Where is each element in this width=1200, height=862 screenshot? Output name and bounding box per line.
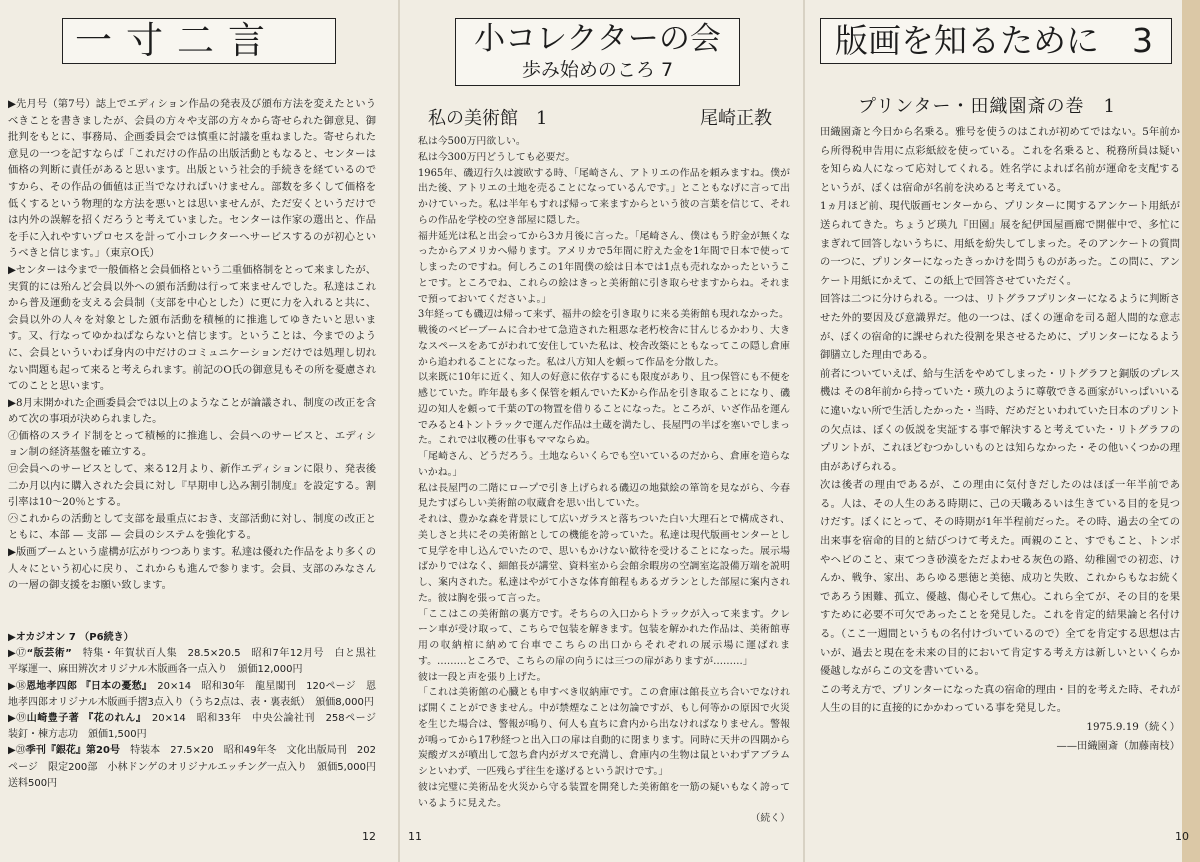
paragraph: 福井延光は私と出会ってから3カ月後に言った。「尾崎さん、僕はもう貯金が無くなったからアメリカへ帰ります。アメリカで5年間に貯えた金を1年間で日本で使ってしまったのですね。何しろこの1年間僕の絵は日本では1点も売れなかったということです。ところでね、これらの絵はきっと美術館に引き取らせますからね。それまで預っておいてくださいよ。」	[418, 230, 790, 305]
article-body	[820, 123, 1180, 755]
paragraph: ▶センターは今まで一般価格と会員価格という二重価格制をとって来ましたが、実質的には殆んど会員以外への頒布活動は行って来ませんでした。私達はこれから普及運動を支える会員制（支部を中心とした）に更に力を入れると共に、会員以外の人々を対象とした頒布活動を積極的に推進してゆきたいと思います。又、行なってゆかねばならないと信じます。ということは、今までのように、会員といういわば身内の中だけのコミュニケーションだけでは処理し切れない問題も起って来ると考えられます。前記のO氏の御意見もその所を憂慮されてのことと思います。	[8, 263, 377, 393]
paragraph: 戦後のベビーブームに合わせて急造された粗悪な老朽校舎に甘んじるかわり、大きなスペースをあてがわれて安住していた私は、校舎改築にともなってこの隠し倉庫から追われることになった。私は八方知人を頼って作品を分散した。	[418, 325, 790, 368]
column-header-title: 一寸二言	[75, 19, 279, 62]
list-title: ▶オカジオン 7 （P6続き）	[8, 632, 134, 643]
page-12	[0, 0, 400, 862]
article-title: プリンター・田織園斎の巻 1	[858, 96, 1117, 117]
article-title: 私の美術館 1	[428, 108, 548, 129]
page-number: 11	[408, 830, 422, 843]
paragraph: ㋑価格のスライド制をとって積極的に推進し、会員へのサービスと、エディション制の経済基盤を確立する。	[8, 429, 376, 459]
occasion-list	[8, 630, 386, 792]
paragraph: それは、豊かな森を背景にして広いガラスと落ちついた白い大理石とで構成され、美しさと共にその美術館としての機能を誇っていた。私達は現代版画センターとして見学を申し込んでいたので、思いもかけない歓待を受けることになった。展示場ばかりではなく、細館長が講堂、資料室から会館余暇房の空調室迄設備万端を説明し、案内された。私達はやがて小さな体育館程もあるガランとした部屋に案内された。彼は胸を張って言った。	[418, 514, 790, 604]
paragraph: ㋩これからの活動として支部を最重点におき、支部活動に対し、制度の改正とともに、本部 — 支部 — 会員のシステムを強化する。	[8, 512, 376, 542]
article-author: 尾崎正教	[700, 108, 772, 129]
paragraph: ㋺会員へのサービスとして、来る12月より、新作エディションに限り、発表後二か月以内に購入された会員に対し『早期申し込み割引制度』を設定する。割引率は10〜20％とする。	[8, 463, 376, 509]
paragraph: この考え方で、プリンターになった真の宿命的理由・目的を考えた時、それが人生の目的に直接的にかかわっている事を発見した。	[820, 683, 1180, 715]
paragraph: 「これは美術館の心臓とも申すべき収納庫です。この倉庫は館長立ち合いでなければ開くことができません。中が禁煙なことは勿論ですが、もし何等かの原因で火災を生じた場合は、警報が鳴り、何人も直ちに倉内から出なければなりません。警報が鳴ってから17秒経つと出入口の扉は自動的に閉まります。同時に天井の四隅から炭酸ガスが噴出して忽ち倉内がガスで充満し、倉庫内の生物は鼠といわずアブラムシといわず、一匹残らず往生を遂げるという訳けです。」	[418, 687, 790, 777]
list-item: ▶⑲山崎豊子著 『花のれん』 20×14 昭和33年 中央公論社刊 258ページ 装釘・棟方志功 頒価1,500円	[8, 713, 386, 741]
paragraph: 彼は一段と声を張り上げた。	[418, 671, 547, 683]
paragraph: ▶版画ブームという虚構が広がりつつあります。私達は優れた作品をより多くの人々にという初心に戻り、これからも進んで参ります。会員、支部のみなさんの一層の御支援をお願い致します。	[8, 546, 376, 592]
date-note: 1975.9.19（続く）	[1086, 721, 1180, 733]
series-subtitle: 歩み始めのころ 7	[521, 59, 674, 81]
paragraph: 「ここはこの美術館の裏方です。そちらの入口からトラックが入って来ます。クレーン車が受け取って、こちらで包装を解きます。包装を解かれた作品は、美術館専用の収納棺に納めて台車でこちらの出口からそれぞれの展示場に運ばれます。………ところで、こちらの扉の向うには三つの扉がありますが………」	[418, 608, 790, 667]
paragraph: ▶8月末開かれた企画委員会では以上のようなことが論議され、制度の改正を含めて次の事項が決められました。	[8, 396, 376, 426]
paragraph: 田織園斎と今日から名乗る。雅号を使うのはこれが初めてではない。5年前から所得税申告用に点彩紙絞を使っている。これを名乗ると、税務所員は疑いを知らぬ人になって応対してくれる。姓名学によれば名前が運命を支配するというが、ぼくは宿命が名前を決めると考えている。	[820, 126, 1180, 194]
paragraph: 私は今300万円どうしても必要だ。	[418, 151, 576, 163]
signature: ——田織園斎（加藤南枝）	[1056, 739, 1180, 752]
list-item: ▶⑰“版芸術” 特集・年賀状百人集 28.5×20.5 昭和7年12月号 白と黒社 平塚運一、麻田辨次オリジナル木版画各一点入り 頒価12,000円	[8, 648, 386, 676]
paragraph: 次は後者の理由であるが、この理由に気付きだしたのはほぼ一年半前である。人は、その人生のある時期に、己の天職あるいは生きている目的を見つけだす。ぼくにとって、その時期が1年半程前だった。その時、過去の全ての出来事を宿命的目的と結びつけて考えた。両親のこと、すでもこと、トンボやヘビのこと、束てつき砂漠をただよわせる灰色の路、幼稚園での初恋、けんか、戦争、家出、あらゆる悪徳と美徳、成功と失敗、これからもなお続くであろう困難、孤立、優越、傷心そして焦心。これら全てが、その目的を果すために必要不可欠であったことを発見した。これを肯定的結果論と名付ける。（ここ一週間というもの名付けづいているので）全てを肯定する思想は古いが、過去と現在を未来の目的において肯定する考え方は新しいといくらか優越しながらこの文を書いている。	[820, 479, 1180, 678]
paragraph: 私は今500万円欲しい。	[418, 136, 526, 147]
paragraph: 1965年、磯辺行久は渡欧する時、「尾崎さん、アトリエの作品を頼みますね。僕が出た後、アトリエの土地を売ることになっているんです。」とこともなげに言って出かけていった。私は半年もすれば帰って来ますからという彼の言葉を信じて、それらの作品を学校の空き部屋に隠した。	[418, 167, 790, 226]
paragraph: 前者についていえば、給与生活をやめてしまった・リトグラフと銅版のプレス機は その8年前から持っていた・瑛九のように尊敬できる画家がいっぱいいるに違いない所で生活したかった・当時、だめだといわれていた日本のプリントの欠点は、ぼくの仮説を実証する事で解決すると考えていた・リトグラフのプリントが、これほどむつかしいものとは知らなかった・その他いくつかの理由があげられる。	[820, 367, 1180, 473]
series-title: 小コレクターの会	[474, 21, 721, 57]
continued-note: （続く）	[750, 813, 790, 825]
page-number: 10	[1175, 830, 1189, 843]
column-header-box	[62, 18, 336, 64]
page-number: 12	[362, 830, 376, 843]
paragraph: 回答は二つに分けられる。一つは、リトグラフプリンターになるように判断させた外的要因及び意識界だ。他の一つは、ぼくの運命を司る超人間的な意志が、ぼくの宿命的に課せられた役割を果させるために、プリンターになるよう御膳立した理由である。	[820, 293, 1180, 362]
paragraph: 私は長屋門の二階にロープで引き上げられる磯辺の地獄絵の箪笥を見ながら、今春見たすばらしい美術館の収蔵倉を思い出していた。	[418, 482, 790, 510]
series-header-box	[455, 18, 740, 86]
series-title: 版画を知るために 3	[835, 21, 1153, 60]
paragraph: 3年経っても磯辺は帰って来ず、福井の絵を引き取りに来る美術館も現れなかった。	[418, 309, 789, 321]
paragraph: ▶先月号（第7号）誌上でエディション作品の発表及び頒布方法を変えたというべきことを書きましたが、会員の方々や支部の方々から寄せられた御意見、御批判をもとに、事務局、企画委員会では慎重に討議を重ねました。寄せられた意見の一つを記すならば「これだけの作品の出版活動ともなると、センターは価格の判断に責任があると思います。出版という社会的手続きを経ているのですから、その作品の価値は正当でなければいけません。部数を多くして価格を低くするという物理的な方法を悪いとは思いませんが、ただ安くというだけでは内外の誤解を招くだろうと考えていました。センターは作家の選出と、作品を手に入れやすいプロセスを計って小コレクターへサービスするのが初心というべきと信じます。」（東京O氏）	[8, 98, 376, 260]
paragraph: 以来既に10年に近く、知人の好意に依存するにも限度があり、且つ保管にも不便を感じていた。昨年最も多く保管を頼んでいたKから作品を引き取ることになり、磯辺の知人を頼って千葉のTの物置を借りることになった。ところが、いざ作品を運んでみると4トントラックで運んだ作品は土蔵を満たし、長屋門の半ばを塞いでしまった。これでは収穫の仕事もママならぬ。	[418, 372, 790, 447]
list-item: ▶⑳季刊『銀花』第20号 特装本 27.5×20 昭和49年冬 文化出版局刊 202ページ 限定200部 小林ドンゲのオリジナルエッチング一点入り 頒価5,000円 送料500円	[8, 745, 386, 789]
article-body	[418, 134, 790, 827]
paragraph: 1ヵ月ほど前、現代版画センターから、プリンターに関するアンケート用紙が送られてきた。ちょうど瑛九『田園』展を紀伊国屋画廊で開催中で、多忙にまぎれて回答しないうちに、用紙を紛失してしまった。そのアンケートの質問の一つに、プリンターになったきっかけを問うものがあった。この問に、アンケート用紙にかえて、この紙上で回答させていただく。	[820, 200, 1180, 287]
paragraph: 「尾崎さん、どうだろう。土地ならいくらでも空いているのだから、倉庫を造らないかね。」	[418, 451, 790, 478]
column-body	[8, 96, 376, 594]
paragraph: 彼は完璧に美術品を火災から守る装置を開発した美術館を一筋の疑いもなく誇っているように見えた。	[418, 781, 790, 809]
list-item: ▶⑱恩地孝四郎 『日本の憂愁』 20×14 昭和30年 龍星閣刊 120ページ 恩地孝四郎オリジナル木版画手摺3点入り（うち2点は、表・裏表紙） 頒価8,000円	[8, 680, 376, 708]
series-header-box	[820, 18, 1172, 64]
